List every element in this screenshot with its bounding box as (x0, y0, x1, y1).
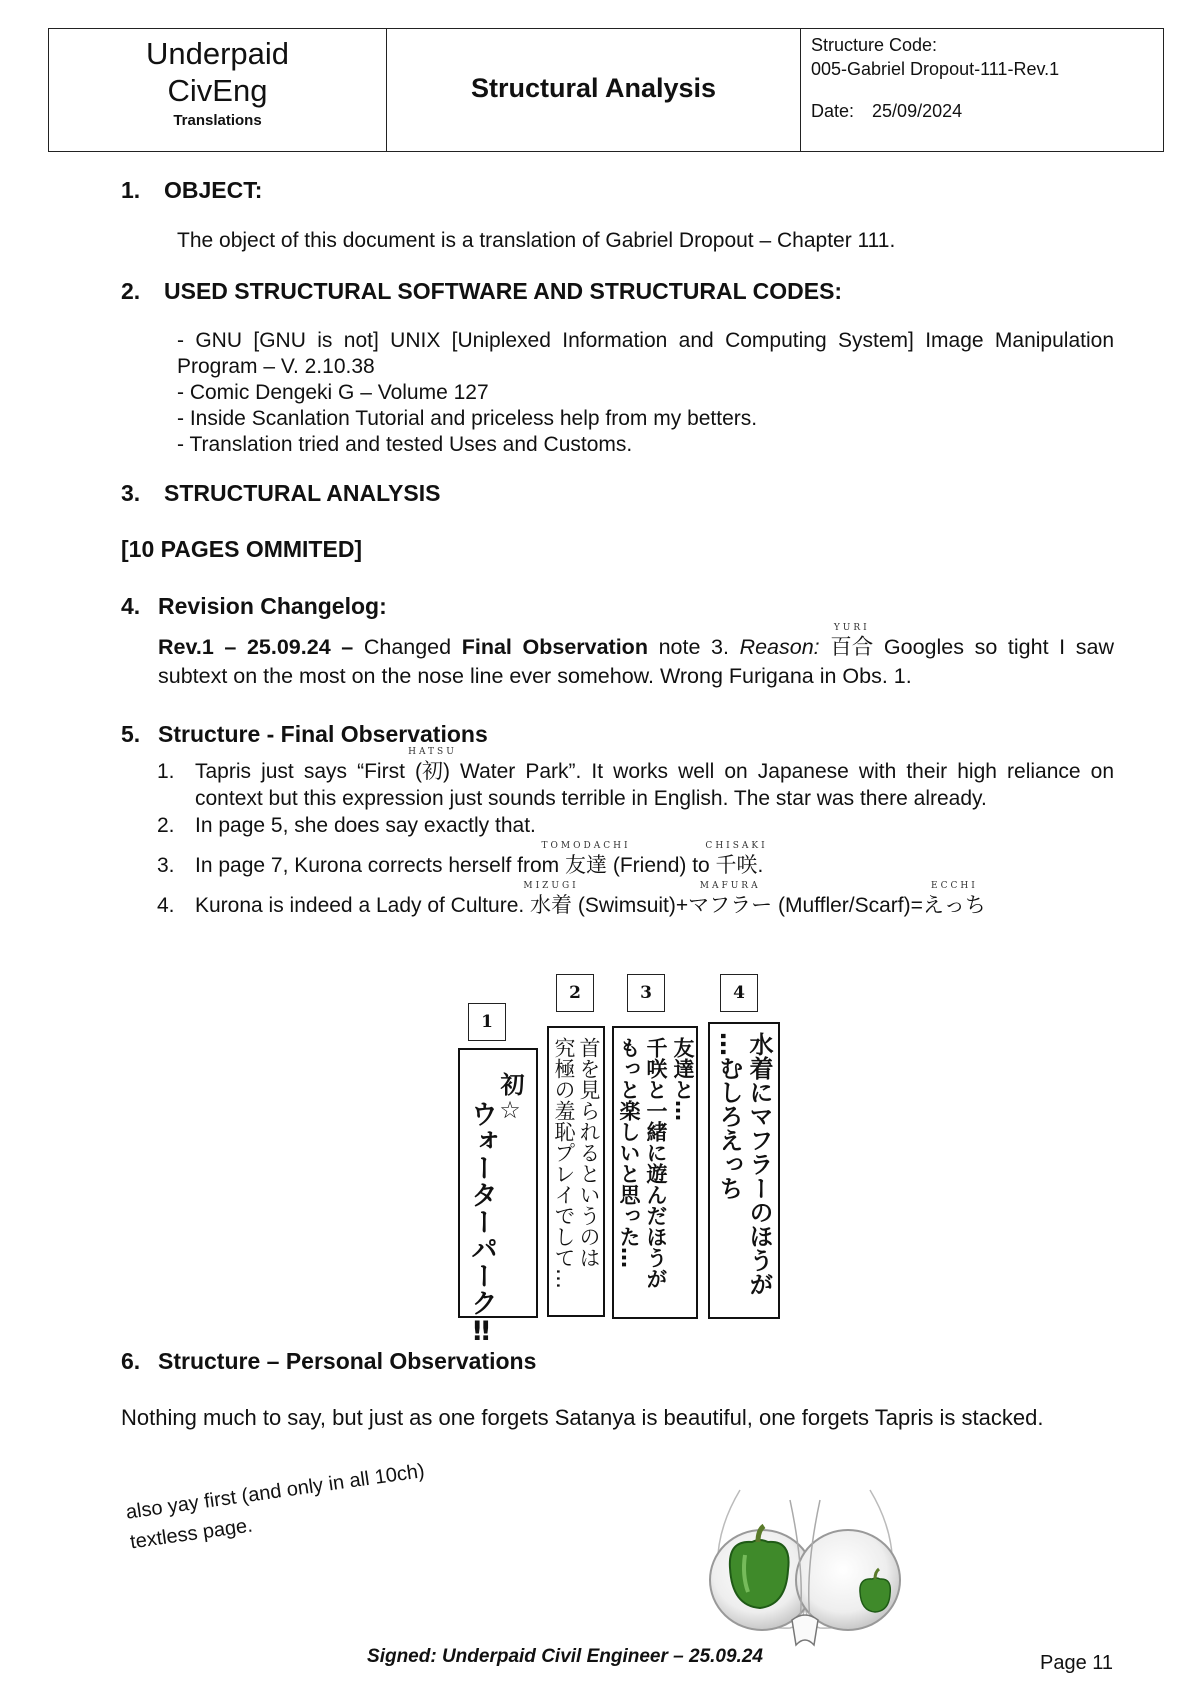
structure-code-label: Structure Code: (811, 35, 938, 55)
code-cell (801, 29, 1163, 151)
manga-panel-4 (708, 1022, 780, 1319)
furigana-word: MIZUGI 水着 (523, 881, 579, 917)
org-name-line1: Underpaid (145, 36, 290, 71)
observation-item: 3. In page 7, Kurona corrects herself from TOMODACHI 友達 (Friend) to CHISAKI 千咲. (157, 841, 768, 877)
panel-3-text-line: 友達と… (671, 1037, 695, 1121)
software-item: - Inside Scanlation Tutorial and priceless help from my betters. (177, 407, 758, 430)
signature-line: Signed: Underpaid Civil Engineer – 25.09.24 (367, 1646, 763, 1667)
page-number: Page 11 (1040, 1652, 1114, 1674)
reason-label: Reason: (739, 635, 820, 659)
software-item: - Comic Dengeki G – Volume 127 (177, 381, 489, 404)
document-header (48, 28, 1164, 152)
panel-tag-3: 3 (627, 974, 665, 1012)
manga-panel-3 (612, 1026, 698, 1319)
document-title: Structural Analysis (470, 73, 717, 103)
furigana-word: ECCHI えっち (922, 881, 986, 917)
panel-4-text-line: 水着にマフラーのほうが (745, 1032, 773, 1296)
panel-3-text-line: 千咲と一緒に遊んだほうが (644, 1037, 668, 1289)
section-4-heading: 4. Revision Changelog: (121, 593, 387, 619)
final-observations-list (157, 747, 1114, 919)
furigana-word: CHISAKI 千咲 (705, 841, 768, 877)
furigana-word: TOMODACHI 友達 (541, 841, 631, 877)
personal-observation-text: Nothing much to say, but just as one forgets Satanya is beautiful, one forgets Tapris is stacked. (121, 1405, 1044, 1430)
revision-label: Rev.1 – 25.09.24 – (158, 635, 354, 659)
title-cell (387, 29, 801, 151)
panel-tag-1: 1 (468, 1003, 506, 1041)
panel-tag-4: 4 (720, 974, 758, 1012)
object-text: The object of this document is a translation of Gabriel Dropout – Chapter 111. (177, 229, 896, 252)
manga-panel-2 (547, 1026, 605, 1317)
omitted-pages-note: [10 PAGES OMMITED] (121, 536, 363, 562)
furigana-word: YURI 百合 (830, 623, 874, 659)
handwritten-note: also yay first (and only in all 10ch) textless page. (124, 1460, 426, 1554)
panel-2-text-line: 究極の羞恥プレイでして… (552, 1037, 576, 1289)
panel-1-text-line: ウォーターパーク‼ (466, 1100, 497, 1347)
date-label: Date: (811, 101, 855, 121)
observation-item: 1. Tapris just says “First ( HATSU 初) Water Park”. It works well on Japanese with their high reliance on context but this expression just sounds terrible in English. The star was there already. (157, 747, 1114, 810)
manga-panel-1 (458, 1048, 538, 1347)
date-row (811, 101, 962, 122)
panel-4-text-line: …むしろえっち (715, 1032, 743, 1200)
panel-3-text-line: もっと楽しいと思った… (617, 1037, 641, 1268)
panel-tag-2: 2 (556, 974, 594, 1012)
section-5-heading: 5. Structure - Final Observations (121, 721, 488, 747)
panel-1-text-line: 初☆ (496, 1072, 524, 1124)
revision-target: Final Observation (461, 635, 648, 659)
observation-item: 4. Kurona is indeed a Lady of Culture. MIZUGI 水着 (Swimsuit)+ MAFURA マフラー (Muffler/Scarf)= ECCHI えっち (157, 881, 986, 917)
section-2-heading: 2. USED STRUCTURAL SOFTWARE AND STRUCTURAL CODES: (121, 278, 843, 304)
software-list (177, 328, 1114, 458)
furigana-word: HATSU 初 (408, 747, 457, 783)
observation-item: 2. In page 5, she does say exactly that. (157, 814, 536, 837)
furigana-word: MAFURA マフラー (688, 881, 773, 917)
section-1-heading: 1. OBJECT: (121, 177, 263, 203)
date-value: 25/09/2024 (872, 101, 963, 121)
software-item: - Translation tried and tested Uses and Customs. (177, 433, 633, 456)
section-3-heading: 3. STRUCTURAL ANALYSIS (121, 480, 441, 506)
structure-code-value: 005-Gabriel Dropout-111-Rev.1 (811, 59, 1060, 79)
org-cell (49, 29, 387, 151)
section-6-heading: 6. Structure – Personal Observations (121, 1348, 537, 1374)
revision-entry: Rev.1 – 25.09.24 – Changed Final Observation note 3. Reason: YURI 百合 Googles so tight I saw subtext on the most on the nose line ever somehow. Wrong Furigana in Obs. 1. (158, 623, 1114, 688)
org-name-line2: CivEng (167, 73, 268, 108)
panel-2-text-line: 首を見られるというのは (577, 1037, 601, 1268)
org-name-line3: Translations (173, 112, 262, 129)
software-item: - GNU [GNU is not] UNIX [Uniplexed Information and Computing System] Image Manipulation Program – V. 2.10.38 (177, 329, 1114, 378)
pepper-illustration (700, 1480, 910, 1650)
